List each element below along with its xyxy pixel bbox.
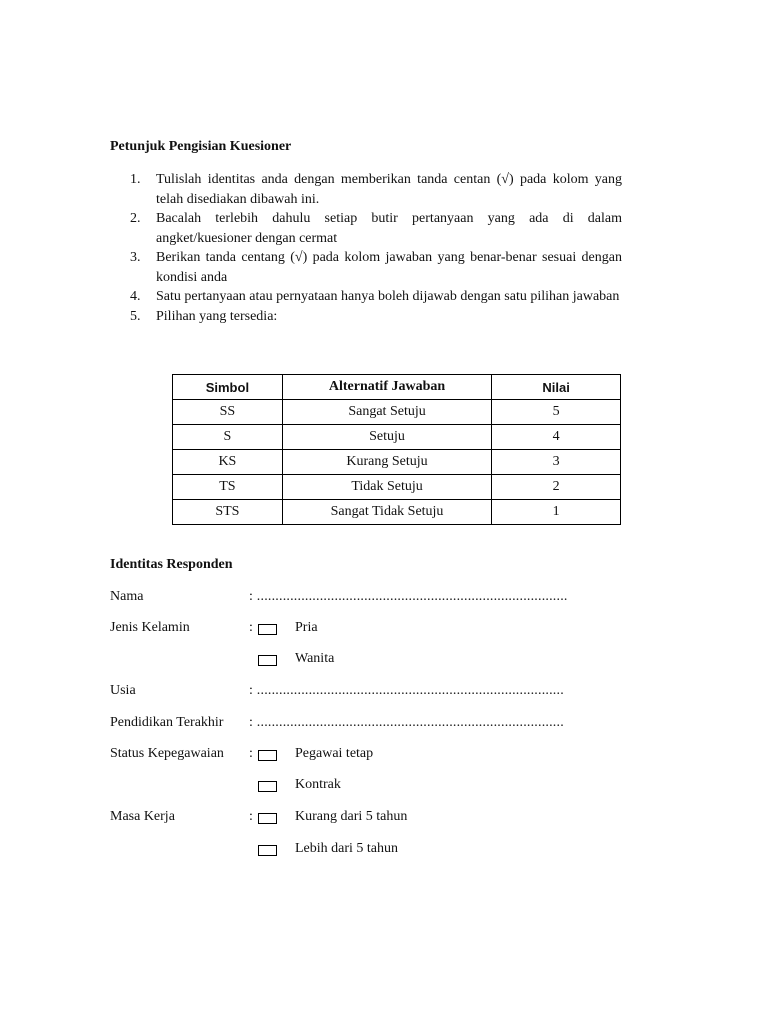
cell-simbol: S: [173, 425, 283, 450]
instructions-title: Petunjuk Pengisian Kuesioner: [110, 139, 292, 154]
instruction-number: 5.: [130, 308, 141, 324]
answer-options-table: [172, 374, 621, 525]
jenis-kelamin-label: Jenis Kelamin: [110, 620, 190, 635]
cell-alternatif: Tidak Setuju: [282, 475, 492, 500]
nama-input-line[interactable]: : ....................................................................................: [249, 589, 568, 604]
cell-alternatif: Sangat Tidak Setuju: [282, 500, 492, 525]
option-label: Kurang dari 5 tahun: [295, 809, 408, 824]
cell-nilai: 2: [492, 475, 621, 500]
nama-label: Nama: [110, 589, 144, 604]
checkbox-kontrak[interactable]: [258, 781, 277, 792]
header-alternatif-jawaban: Alternatif Jawaban: [282, 375, 492, 400]
table-row: [173, 475, 621, 500]
option-label: Pegawai tetap: [295, 746, 374, 761]
table-header-row: [173, 375, 621, 400]
instruction-text: Satu pertanyaan atau pernyataan hanya boleh dijawab dengan satu pilihan jawaban: [156, 289, 620, 304]
cell-nilai: 4: [492, 425, 621, 450]
option-label: Kontrak: [295, 777, 341, 792]
cell-simbol: STS: [173, 500, 283, 525]
instruction-text: Bacalah terlebih dahulu setiap butir pertanyaan yang ada di dalam angket/kuesioner dengan cermat: [156, 211, 622, 246]
instruction-number: 4.: [130, 289, 141, 304]
option-label: Pria: [295, 620, 318, 635]
header-nilai: Nilai: [492, 375, 621, 400]
cell-simbol: SS: [173, 400, 283, 425]
table-row: [173, 450, 621, 475]
cell-simbol: KS: [173, 450, 283, 475]
cell-nilai: 3: [492, 450, 621, 475]
cell-alternatif: Kurang Setuju: [282, 450, 492, 475]
table-row: [173, 500, 621, 525]
option-label: Lebih dari 5 tahun: [295, 841, 399, 856]
usia-label: Usia: [110, 683, 136, 698]
instruction-text: Berikan tanda centang (√) pada kolom jawaban yang benar-benar sesuai dengan kondisi anda: [156, 250, 622, 285]
pendidikan-label: Pendidikan Terakhir: [110, 715, 224, 730]
instruction-number: 1.: [130, 172, 141, 187]
option-label: Wanita: [295, 651, 335, 666]
instruction-item-3: [110, 248, 622, 287]
cell-alternatif: Setuju: [282, 425, 492, 450]
checkbox-lebih-5-tahun[interactable]: [258, 845, 277, 856]
checkbox-kurang-5-tahun[interactable]: [258, 813, 277, 824]
instruction-item-2: [110, 209, 622, 248]
cell-alternatif: Sangat Setuju: [282, 400, 492, 425]
colon: :: [249, 620, 253, 635]
checkbox-pegawai-tetap[interactable]: [258, 750, 277, 761]
checkbox-wanita[interactable]: [258, 655, 277, 666]
cell-simbol: TS: [173, 475, 283, 500]
table-row: [173, 400, 621, 425]
instructions-list: [110, 170, 622, 326]
colon: :: [249, 746, 253, 761]
colon: :: [249, 809, 253, 824]
cell-nilai: 5: [492, 400, 621, 425]
table-row: [173, 425, 621, 450]
status-label: Status Kepegawaian: [110, 746, 224, 761]
instruction-item-5: [110, 307, 622, 327]
masa-kerja-label: Masa Kerja: [110, 809, 175, 824]
instruction-text: Pilihan yang tersedia:: [156, 308, 278, 324]
respondent-title: Identitas Responden: [110, 557, 233, 572]
instruction-number: 3.: [130, 250, 141, 265]
usia-input-line[interactable]: : ...................................................................................: [249, 683, 564, 698]
checkbox-pria[interactable]: [258, 624, 277, 635]
instruction-number: 2.: [130, 211, 141, 226]
instruction-item-4: [110, 287, 622, 307]
pendidikan-input-line[interactable]: : ...................................................................................: [249, 715, 564, 730]
instruction-item-1: [110, 170, 622, 209]
instruction-text: Tulislah identitas anda dengan memberikan tanda centan (√) pada kolom yang telah disediakan dibawah ini.: [156, 172, 622, 207]
header-simbol: Simbol: [173, 375, 283, 400]
cell-nilai: 1: [492, 500, 621, 525]
